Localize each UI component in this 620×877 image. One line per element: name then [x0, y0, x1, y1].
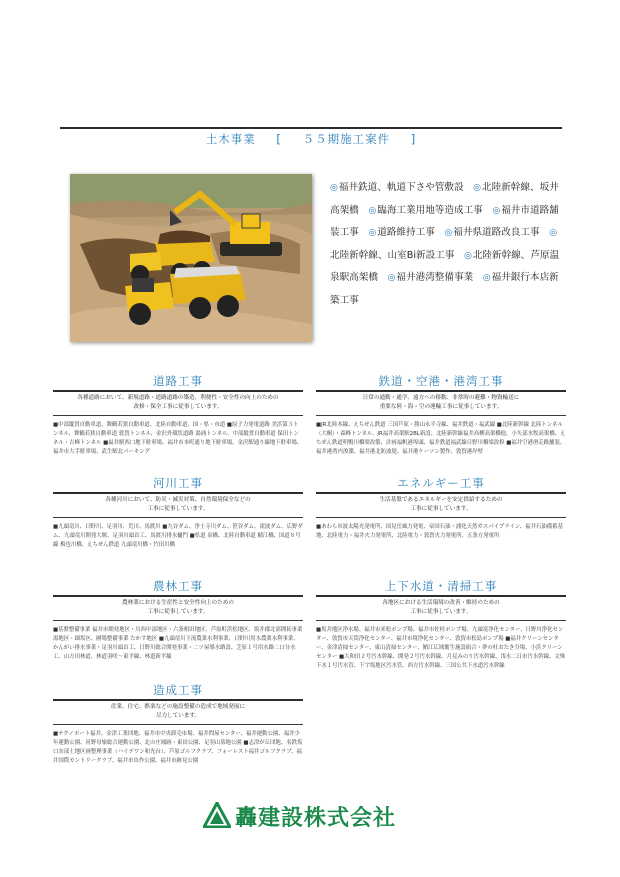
bullet-circle-icon: ◎ [482, 273, 491, 284]
bracket-close: ] [410, 132, 417, 146]
section-rule [53, 390, 303, 392]
section-title: 農林工事 [153, 579, 203, 593]
section-description: 各種河川において、防災・減災対策、自然環境保全などの 工事に従事しています。 [105, 497, 251, 512]
section-divider [53, 620, 303, 621]
project-item: ◎道路維持工事 [368, 227, 435, 239]
bullet-circle-icon: ◎ [330, 183, 338, 193]
section-rule [316, 595, 566, 597]
section-body: ■あわら市波太陽光発電所、国見岳風力発電、帝国石油・浦化天然ガスパイプライン、福井石油備蓄基地、北陸電力・福井火力発電所、北陸電力・敦賀火力発電所、五条方発電所 [316, 524, 563, 539]
project-item: ◎臨海工業用地等造成工事 [368, 204, 483, 216]
bullet-circle-icon: ◎ [549, 228, 558, 239]
section-body: ■坂井地区浄水場、福井市米松ポンプ場、福井市佐桂ポンプ場、九頭竜浄化センター、日野川浄化センター、敦賀市天筒浄化センター、福井市境浄化センター、敦賀市松島ポンプ場 ■福井クリーンセンター、金津清掃センター、東山清掃センター、鯖江広域衛生施設組合・夢の杜おたき分場、小浜クリーンセンター ■大和田２号汚水幹線、開発２号汚水幹線、月見みのり汚水幹線、浅水二日市汚水幹線、文殊下水１号汚水管、下宇坂地区汚水管、西方汚水幹線、三国公共下水道汚水幹線 [316, 627, 566, 669]
project-item: ◎北陸新幹線、坂井高架橋 [330, 182, 559, 216]
header-rule [60, 127, 562, 129]
section-water [316, 579, 566, 671]
section-divider [316, 620, 566, 621]
section-description: 各地区における生活環境の改善・維持のための 工事に従事しています。 [382, 600, 500, 615]
section-description: 各種道路において、新規道路・道路道路の築造、利便性・安全性の向上のための 改修・保全工事に従事しています。 [77, 395, 279, 410]
section-title: 道路工事 [153, 374, 203, 388]
section-divider [53, 724, 303, 725]
section-description: 農林業における生産性と安全性向上のための 工事に従事しています。 [122, 600, 234, 615]
section-rule [53, 595, 303, 597]
project-item: ◎福井県道路改良工事 [444, 227, 540, 239]
section-divider [53, 415, 303, 416]
section-title: 上下水道・清掃工事 [384, 579, 498, 593]
project-item: ◎福井港湾整備事業 [387, 272, 474, 284]
section-body: ■九頭竜川、日野川、足羽川、荒川、馬渡川 ■九谷ダム、浄土寺川ダム、笹谷ダム、滝波ダム、広野ダム、九頭竜川開発大堰、足羽川頭首工、馬渡川排水樋門 ■県道 泉橋、北陸自動車道 鯖江橋、国道８号線 梅也川橋、えちぜん鉄道 九頭竜川橋・竹田川橋 [53, 524, 303, 548]
division-label: 土木事業 [205, 132, 256, 146]
section-body: ■基盤整備事業 福井市開発地区・川西中部地区・六条相田地区、芦原町浜松地区、坂井郡北部開拓事業 湯地区・細坂区、圃場整備事業 たかす地区 ■九頭竜川下流農業水利事業、日野川用水農業水利事業、かんがい排水事業・足羽川頭首工、日野川総合開発事業・二ツ屋導水路設、芝原１号用水路二口分水工、山方田林道、林道羽咲〜東平線、林道新平線 [53, 627, 303, 660]
section-rule [316, 390, 566, 392]
section-description: 生活基盤であるエネルギーを安定供給するための 工事に従事しています。 [379, 497, 503, 512]
bullet-circle-icon: ◎ [368, 205, 377, 216]
section-divider [316, 415, 566, 416]
section-rule [53, 492, 303, 494]
section-title: 造成工事 [153, 683, 203, 697]
section-title: エネルギー工事 [397, 476, 485, 490]
bullet-circle-icon: ◎ [444, 228, 453, 239]
section-road [53, 374, 303, 457]
project-item: ◎北陸新幹線、芦原温泉駅高架橋 [330, 249, 560, 284]
bullet-circle-icon: ◎ [473, 183, 482, 193]
bullet-circle-icon: ◎ [387, 273, 396, 284]
construction-photo [70, 174, 312, 342]
section-rule [53, 699, 303, 701]
section-land [53, 683, 303, 766]
company-logo [203, 801, 423, 831]
photo-illustration [70, 174, 312, 342]
section-description: 日常の通勤・通学、遠方への移動、非常時の避難・物資輸送に 重要な陸・海・空の運輸工事に従事しています。 [362, 395, 520, 410]
section-agri [53, 579, 303, 662]
bracket-open: [ [276, 132, 282, 146]
section-energy [316, 476, 566, 541]
section-title: 鉄道・空港・港湾工事 [378, 374, 504, 388]
section-body: ■JR北陸本線、えちぜん鉄道 三国芦原・勝山永平寺線、福井鉄道・福武線 ■北陸新幹線 北陸トンネル（大桐）・森峰トンネル、JR福井高架駅2BL新設、北陸新幹線福井高柳高架橋他、小矢部水牧高架橋、えちぜん鉄道明鴨川橋梁改築、計画福帆港埠頭、福井鉄道福武線日野川橋梁改修 ■福井空港滑走路舗装、福井港湾内浚渫、福井港北防波堤、福井港ケーソン製作、敦賀港岸壁 [316, 422, 566, 455]
section-body: ■テクノポート福井、金津工業団地、福井市中央卸売市場、福井問屋センター、福井運動公園、福井少年運動公園、河野母嶺総合運動公園、北の庄城跡・東田公園、足羽山墓地公園 ■志津が丘団地、名鉄坂口奈部土地区画整理事業（ハイデワン和光台）、芦原ゴルフクラブ、フォーレスト福井ゴルフクラブ、福井国際カントリークラブ、福井市出作公園、福井市跡見公園 [53, 731, 303, 764]
section-divider [53, 517, 303, 518]
page-title [60, 131, 562, 149]
section-river [53, 476, 303, 550]
bullet-circle-icon: ◎ [463, 250, 472, 261]
company-mark-icon [203, 802, 231, 828]
section-description: 産業、住宅、娯楽などの施設整備の造成で地域発展に 尽力しています。 [110, 704, 246, 719]
period-label: ５５期施工案件 [302, 132, 391, 146]
bullet-circle-icon: ◎ [368, 228, 377, 239]
project-item: ◎福井銀行本店新築工事 [330, 272, 559, 306]
project-item: ◎福井市道路舗装工事 [330, 204, 559, 239]
company-name: 轟建設株式会社 [235, 805, 397, 831]
section-divider [316, 517, 566, 518]
section-rail [316, 374, 566, 457]
project-list [330, 177, 560, 312]
project-item: ◎北陸新幹線、山室Bi新設工事 [330, 228, 558, 261]
section-body: ■中部縦貫自動車道、舞鶴若狭自動車道、北陸自動車道、国・県・市道 ■原子力発電道路 美浜第３トンネル、舞鶴若狭自動車道 敦賀トンネル、金沢外環状道路 湯涌トンネル、中部縦貫自動車道 保田トンネル・吉峰トンネル ■福井駅西口地下駐車場、福井市本町通り地下駐車場、金沢駅通り線地下駐車場、福井市大手駐車場、武生駅北パーキング [53, 422, 303, 455]
bullet-circle-icon: ◎ [492, 205, 501, 216]
section-title: 河川工事 [153, 476, 203, 490]
project-item: ◎福井鉄道、軌道下さや管敷設 [330, 182, 464, 193]
section-rule [316, 492, 566, 494]
